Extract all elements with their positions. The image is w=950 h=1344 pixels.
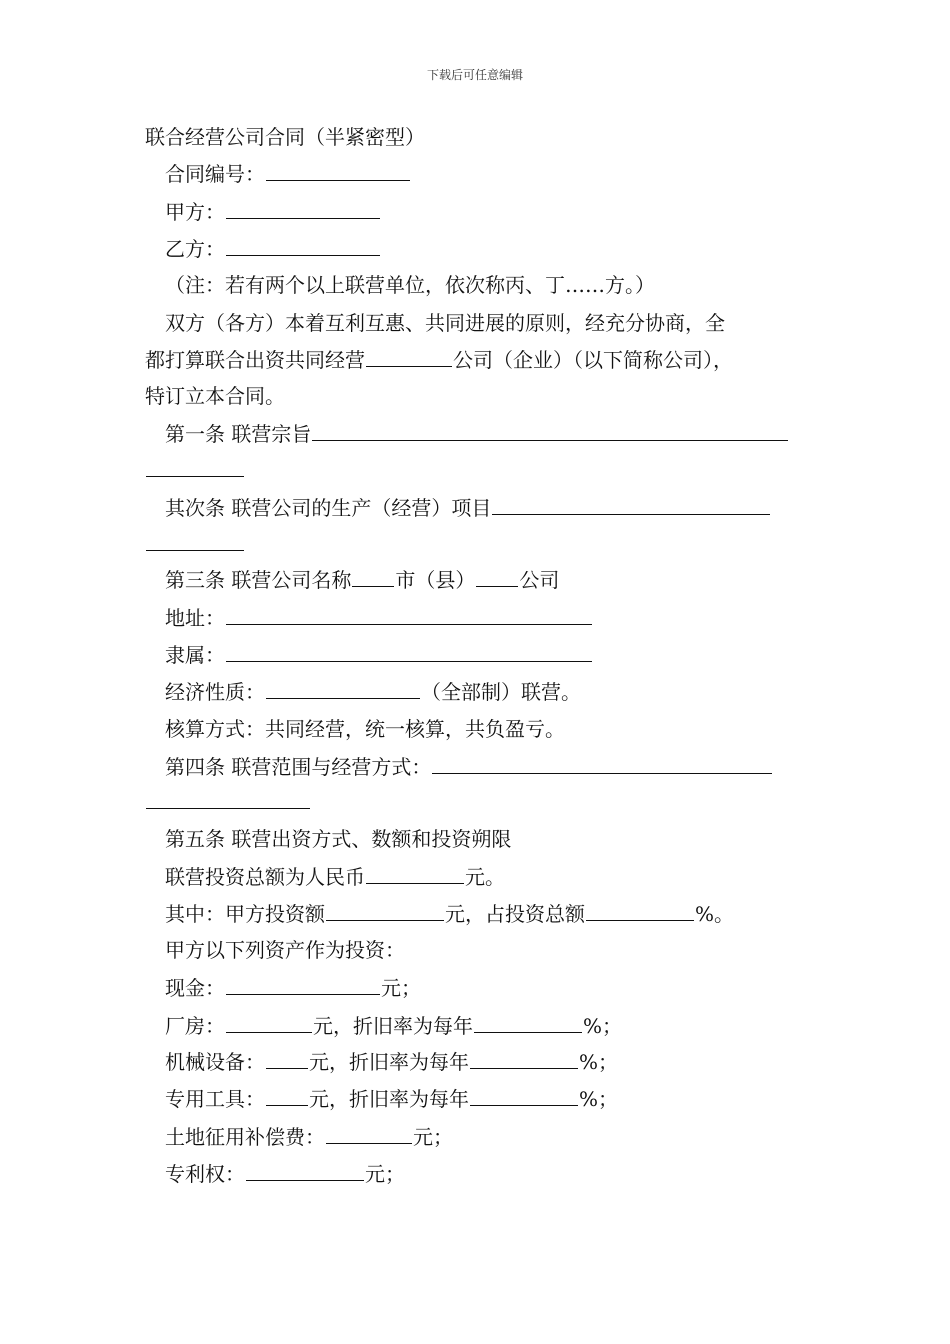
article-2-blank [492,494,770,515]
affiliation-row [165,641,593,668]
cash-blank [226,974,380,995]
party-a-investment-row [165,900,734,927]
economic-nature-row [165,678,581,705]
machinery-rate-blank [470,1048,578,1069]
article-2-label: 其次条 联营公司的生产（经营）项目 [165,496,492,520]
assets-intro: 甲方以下列资产作为投资： [165,938,405,962]
plant-depreciation-label: 元，折旧率为每年 [313,1014,473,1038]
article-4-label: 第四条 联营范围与经营方式： [165,755,432,779]
preamble-line-2b: 公司（企业）（以下简称公司）， [453,348,733,372]
affiliation-label: 隶属： [165,643,225,667]
machinery-rate-unit: %； [579,1050,619,1074]
patent-blank [246,1160,364,1181]
plant-rate-blank [474,1012,582,1033]
article-3-city: 市（县） [395,568,476,592]
cash-unit: 元； [381,976,421,1000]
plant-label: 厂房： [165,1014,225,1038]
accounting-row: 核算方式：共同经营，统一核算，共负盈亏。 [165,717,565,741]
patent-row [165,1160,405,1187]
article-1-label: 第一条 联营宗旨 [165,422,312,446]
cash-row [165,974,421,1001]
article-2 [165,494,771,521]
party-a-share-unit: %。 [695,902,735,926]
article-2-blank-cont [146,530,244,551]
party-a-investment-blank [326,900,444,921]
article-1-blank [312,420,788,441]
patent-unit: 元； [365,1162,405,1186]
address-blank [226,604,592,625]
address-label: 地址： [165,606,225,630]
party-a-blank [226,198,380,219]
party-a-label: 甲方： [165,200,225,224]
preamble-line-2a: 都打算联合出资共同经营 [145,348,365,372]
article-1 [165,420,789,447]
article-3 [165,566,559,593]
preamble-line-2 [145,346,733,373]
preamble-line-3: 特订立本合同。 [145,384,285,408]
patent-label: 专利权： [165,1162,245,1186]
article-4-continuation [145,788,311,815]
party-b-label: 乙方： [165,237,225,261]
plant-rate-unit: %； [583,1014,623,1038]
article-5: 第五条 联营出资方式、数额和投资朔限 [165,827,512,851]
article-1-blank-cont [146,456,244,477]
contract-number-blank [266,160,410,181]
land-compensation-row [165,1123,453,1150]
machinery-depreciation-label: 元，折旧率为每年 [309,1050,469,1074]
tools-row [165,1085,618,1112]
tools-blank [266,1085,308,1106]
article-3-label: 第三条 联营公司名称 [165,568,352,592]
party-a-share-blank [586,900,694,921]
city-blank [352,566,394,587]
machinery-label: 机械设备： [165,1050,265,1074]
address-row [165,604,593,631]
contract-title: 联合经营公司合同（半紧密型） [145,125,425,149]
article-4-blank [432,753,772,774]
tools-depreciation-label: 元，折旧率为每年 [309,1087,469,1111]
party-a-row [165,198,381,225]
tools-rate-blank [470,1085,578,1106]
machinery-row [165,1048,618,1075]
total-investment-blank [366,863,464,884]
article-3-company: 公司 [519,568,560,592]
note: （注：若有两个以上联营单位，依次称丙、丁……方。） [165,273,655,297]
party-a-investment-label: 其中：甲方投资额 [165,902,325,926]
article-1-continuation [145,456,245,483]
land-compensation-label: 土地征用补偿费： [165,1125,325,1149]
plant-blank [226,1012,312,1033]
economic-nature-label: 经济性质： [165,680,265,704]
tools-label: 专用工具： [165,1087,265,1111]
party-a-investment-share-label: 元，占投资总额 [445,902,585,926]
land-compensation-blank [326,1123,412,1144]
total-investment-row [165,863,505,890]
economic-nature-suffix: （全部制）联营。 [421,680,581,704]
machinery-blank [266,1048,308,1069]
land-compensation-unit: 元； [413,1125,453,1149]
affiliation-blank [226,641,592,662]
economic-nature-blank [266,678,420,699]
contract-number-label: 合同编号： [165,162,265,186]
article-4-blank-cont [146,788,310,809]
article-4 [165,753,773,780]
tools-rate-unit: %； [579,1087,619,1111]
page-header: 下载后可任意编辑 [426,68,523,82]
article-2-continuation [145,530,245,557]
total-investment-label: 联营投资总额为人民币 [165,865,365,889]
party-b-blank [226,235,380,256]
party-b-row [165,235,381,262]
company-blank [476,566,518,587]
company-name-blank [366,346,452,367]
contract-number-row [165,160,411,187]
preamble-line-1: 双方（各方）本着互利互惠、共同进展的原则，经充分协商，全 [165,311,725,335]
total-investment-unit: 元。 [465,865,505,889]
cash-label: 现金： [165,976,225,1000]
plant-row [165,1012,622,1039]
